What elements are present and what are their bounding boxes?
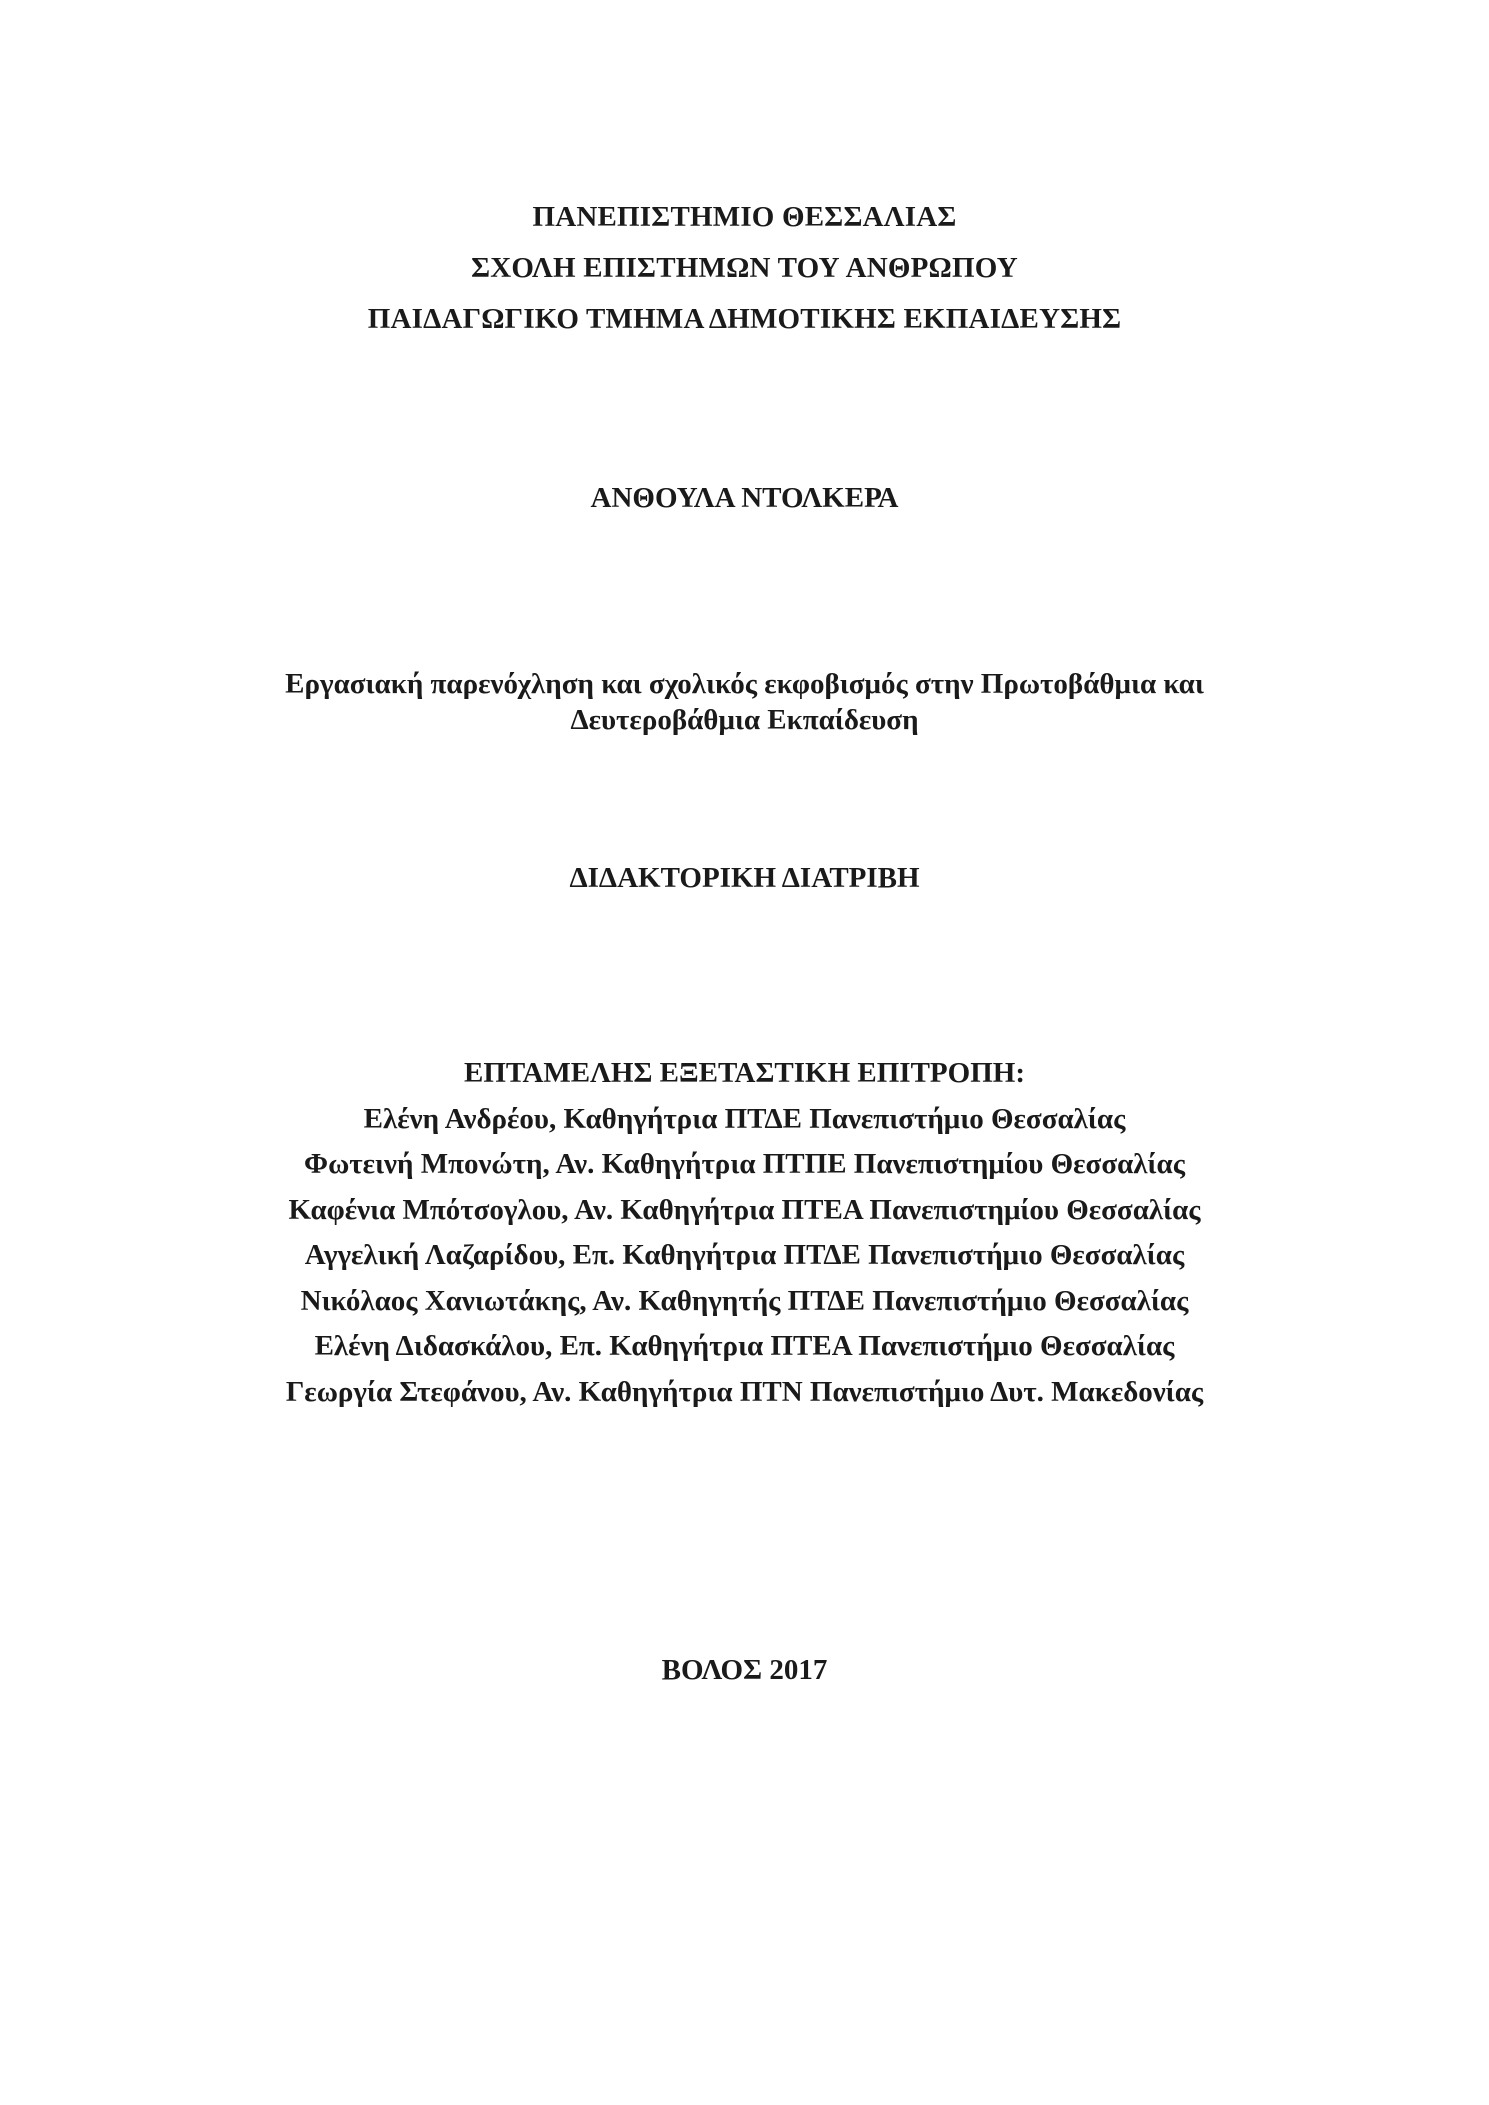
thesis-title-line-1: Εργασιακή παρενόχληση και σχολικός εκφοβισμός στην Πρωτοβάθμια και <box>285 668 1204 700</box>
place-year-block <box>0 1650 1489 1690</box>
committee-member: Νικόλαος Χανιωτάκης, Αν. Καθηγητής ΠΤΔΕ Πανεπιστήμιο Θεσσαλίας <box>300 1284 1189 1317</box>
author-block <box>0 478 1489 518</box>
university-name: ΠΑΝΕΠΙΣΤΗΜΙΟ ΘΕΣΣΑΛΙΑΣ <box>532 201 957 233</box>
committee-member: Αγγελική Λαζαρίδου, Επ. Καθηγήτρια ΠΤΔΕ Πανεπιστήμιο Θεσσαλίας <box>304 1239 1185 1271</box>
committee-member: Γεωργία Στεφάνου, Αν. Καθηγήτρια ΠΤΝ Πανεπιστήμιο Δυτ. Μακεδονίας <box>285 1375 1204 1408</box>
thesis-type-block <box>0 858 1489 898</box>
committee-member: Ελένη Διδασκάλου, Επ. Καθηγήτρια ΠΤΕΑ Πανεπιστήμιο Θεσσαλίας <box>314 1330 1175 1362</box>
committee-member: Φωτεινή Μπονώτη, Αν. Καθηγήτρια ΠΤΠΕ Πανεπιστημίου Θεσσαλίας <box>304 1148 1185 1180</box>
author-name: ΑΝΘΟΥΛΑ ΝΤΟΛΚΕΡΑ <box>590 482 899 514</box>
thesis-type: ΔΙΔΑΚΤΟΡΙΚΗ ΔΙΑΤΡΙΒΗ <box>569 862 920 894</box>
thesis-title <box>0 666 1489 738</box>
institution-header <box>0 192 1489 345</box>
thesis-title-line-2: Δευτεροβάθμια Εκπαίδευση <box>570 704 919 736</box>
committee-member: Καφένια Μπότσογλου, Αν. Καθηγήτρια ΠΤΕΑ Πανεπιστημίου Θεσσαλίας <box>288 1193 1201 1226</box>
place-year: ΒΟΛΟΣ 2017 <box>661 1654 828 1686</box>
school-name: ΣΧΟΛΗ ΕΠΙΣΤΗΜΩΝ ΤΟΥ ΑΝΘΡΩΠΟΥ <box>471 252 1018 284</box>
examination-committee <box>0 1051 1489 1415</box>
committee-member: Ελένη Ανδρέου, Καθηγήτρια ΠΤΔΕ Πανεπιστήμιο Θεσσαλίας <box>363 1102 1126 1135</box>
committee-heading: ΕΠΤΑΜΕΛΗΣ ΕΞΕΤΑΣΤΙΚΗ ΕΠΙΤΡΟΠΗ: <box>464 1057 1025 1089</box>
department-name: ΠΑΙΔΑΓΩΓΙΚΟ ΤΜΗΜΑ ΔΗΜΟΤΙΚΗΣ ΕΚΠΑΙΔΕΥΣΗΣ <box>367 303 1122 335</box>
